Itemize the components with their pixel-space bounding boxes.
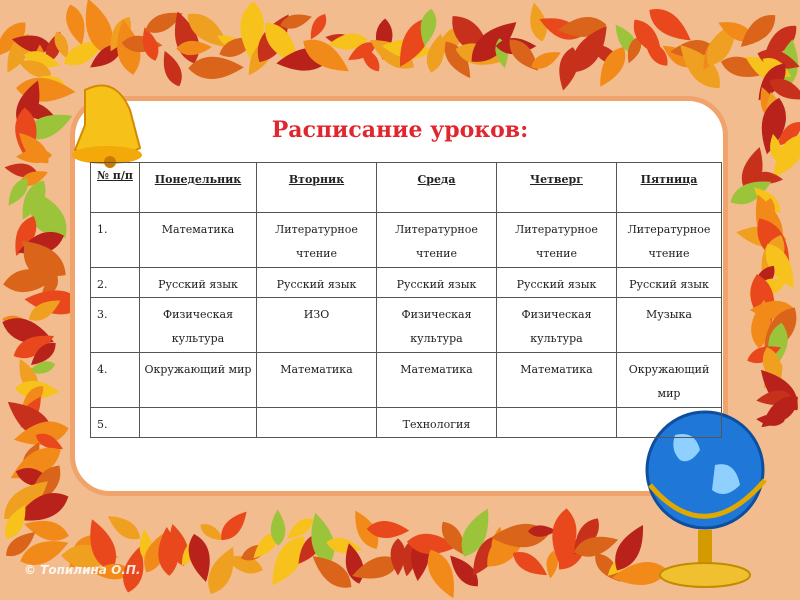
table-cell: Русский язык (497, 268, 617, 298)
table-cell: Русский язык (257, 268, 377, 298)
table-cell: Технология (377, 408, 497, 438)
table-cell: Физическая культура (497, 298, 617, 353)
table-cell: ИЗО (257, 298, 377, 353)
header-friday: Пятница (617, 163, 722, 213)
table-cell: Русский язык (617, 268, 722, 298)
table-cell: Математика (497, 353, 617, 408)
table-cell: Литературное чтение (257, 213, 377, 268)
header-tuesday: Вторник (257, 163, 377, 213)
lesson-number: 5. (91, 408, 140, 438)
lesson-number: 3. (91, 298, 140, 353)
table-cell (140, 408, 257, 438)
table-row (91, 268, 722, 298)
header-thursday: Четверг (497, 163, 617, 213)
table-cell: Русский язык (140, 268, 257, 298)
table-cell: Математика (377, 353, 497, 408)
schedule-table (90, 162, 722, 438)
lesson-number: 2. (91, 268, 140, 298)
table-cell: Физическая культура (140, 298, 257, 353)
table-cell (617, 408, 722, 438)
lesson-number: 4. (91, 353, 140, 408)
table-cell: Литературное чтение (617, 213, 722, 268)
table-cell: Литературное чтение (377, 213, 497, 268)
table-cell: Русский язык (377, 268, 497, 298)
leaf (188, 56, 244, 79)
table-cell: Математика (140, 213, 257, 268)
header-wednesday: Среда (377, 163, 497, 213)
lesson-number: 1. (91, 213, 140, 268)
table-cell: Литературное чтение (497, 213, 617, 268)
header-monday: Понедельник (140, 163, 257, 213)
page-title: Расписание уроков: (271, 117, 529, 143)
table-cell: Физическая культура (377, 298, 497, 353)
table-header-row (91, 163, 722, 213)
table-cell (257, 408, 377, 438)
table-cell: Окружающий мир (140, 353, 257, 408)
copyright-text: © Топилина О.П. (24, 563, 141, 577)
table-cell: Математика (257, 353, 377, 408)
table-cell (497, 408, 617, 438)
table-row (91, 213, 722, 268)
table-cell: Окружающий мир (617, 353, 722, 408)
table-row (91, 298, 722, 353)
table-row (91, 353, 722, 408)
table-cell: Музыка (617, 298, 722, 353)
header-number: № п/п (91, 163, 140, 213)
table-row (91, 408, 722, 438)
